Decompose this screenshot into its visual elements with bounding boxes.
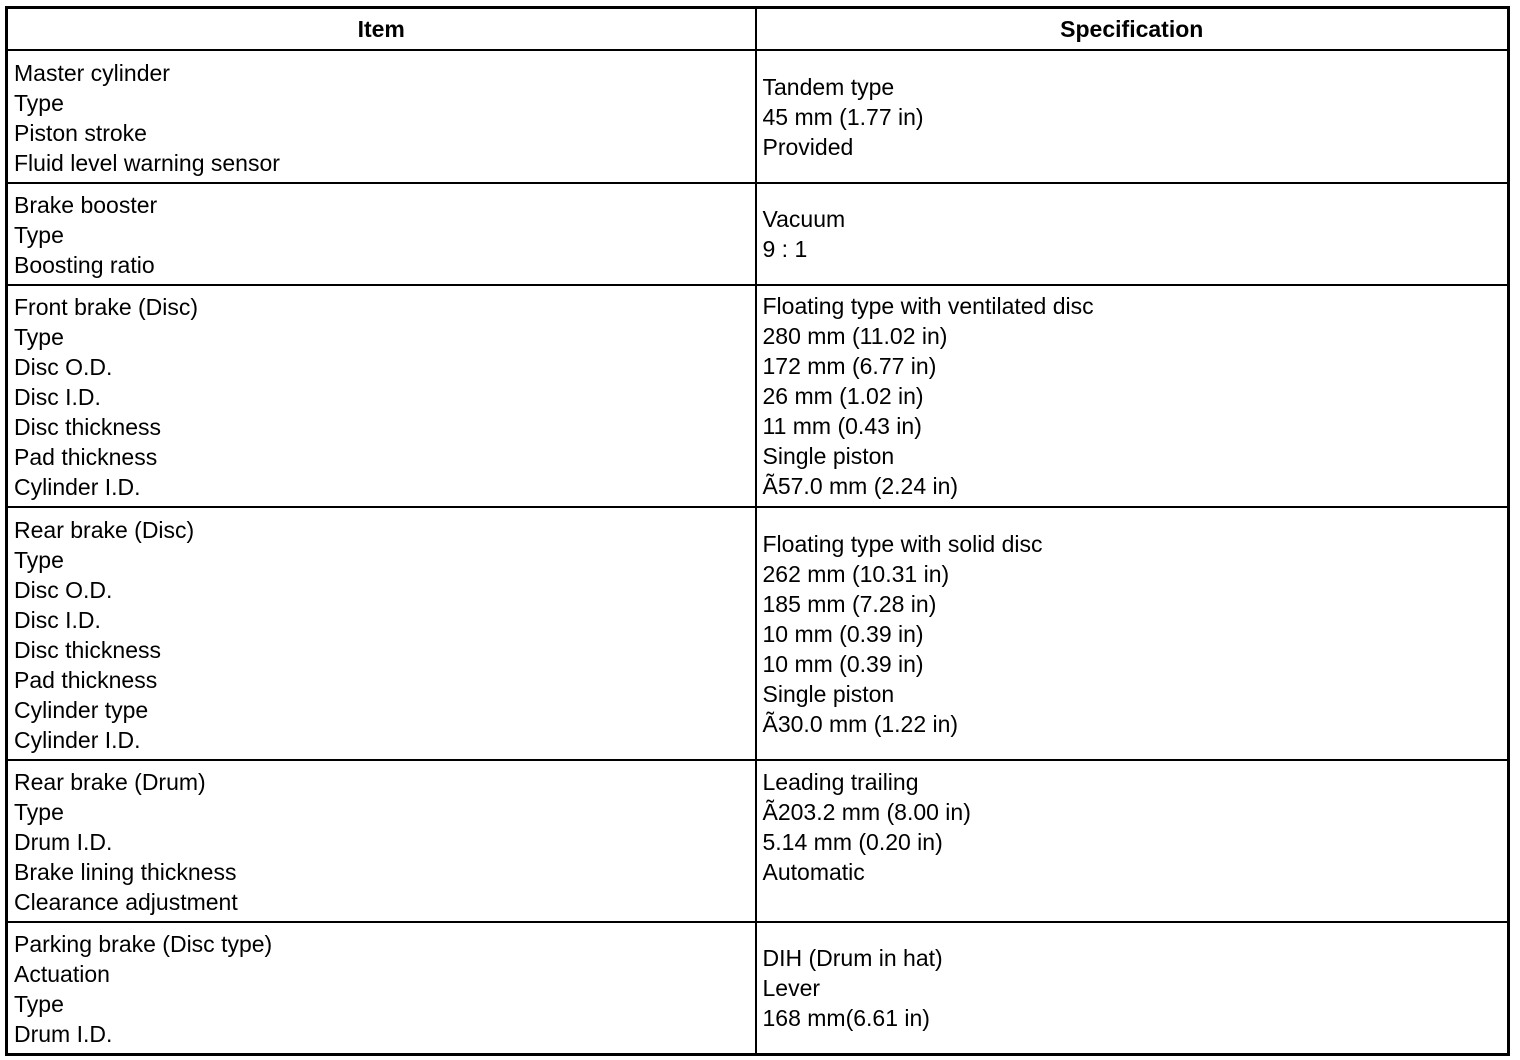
spec-line: 262 mm (10.31 in) <box>762 560 950 587</box>
item-line: Front brake (Disc) <box>14 294 199 320</box>
spec-line: 11 mm (0.43 in) <box>762 413 922 439</box>
item-line: Rear brake (Disc) <box>14 516 195 543</box>
spec-line: 5.14 mm (0.20 in) <box>762 829 943 855</box>
spec-cell <box>756 760 1509 922</box>
item-line: Drum I.D. <box>14 1021 113 1047</box>
item-line: Actuation <box>14 961 110 987</box>
item-line: Disc thickness <box>14 636 161 663</box>
spec-line: 280 mm (11.02 in) <box>762 323 948 349</box>
spec-line: Provided <box>762 133 854 160</box>
item-line: Clearance adjustment <box>14 889 238 915</box>
item-line: Disc I.D. <box>14 384 101 410</box>
item-line: Type <box>14 222 64 248</box>
item-line: Disc I.D. <box>14 606 101 633</box>
brake-spec-table <box>5 6 1510 1056</box>
item-line: Type <box>14 991 64 1017</box>
spec-line: 10 mm (0.39 in) <box>762 650 924 677</box>
spec-line: Ã203.2 mm (8.00 in) <box>762 799 971 825</box>
item-line: Pad thickness <box>14 444 158 470</box>
item-line: Parking brake (Disc type) <box>14 931 273 957</box>
spec-line: 185 mm (7.28 in) <box>762 590 937 617</box>
table-row <box>7 285 1509 507</box>
item-line: Disc O.D. <box>14 354 113 380</box>
header-specification: Specification <box>756 8 1509 51</box>
spec-line: Ã57.0 mm (2.24 in) <box>762 473 959 499</box>
item-cell <box>7 285 756 507</box>
table-row <box>7 50 1509 183</box>
item-line: Type <box>14 546 64 573</box>
item-line: Disc thickness <box>14 414 161 440</box>
item-line: Cylinder I.D. <box>14 474 141 500</box>
spec-cell <box>756 922 1509 1055</box>
item-line: Piston stroke <box>14 119 147 146</box>
item-line: Rear brake (Drum) <box>14 769 206 795</box>
item-line: Type <box>14 324 64 350</box>
table-row <box>7 760 1509 922</box>
item-line: Boosting ratio <box>14 252 155 278</box>
spec-line: Floating type with solid disc <box>762 530 1043 557</box>
header-row <box>7 8 1509 51</box>
table-row <box>7 922 1509 1055</box>
spec-line: 10 mm (0.39 in) <box>762 620 924 647</box>
item-line: Type <box>14 89 64 116</box>
item-line: Cylinder I.D. <box>14 726 141 753</box>
item-line: Drum I.D. <box>14 829 113 855</box>
spec-line: Automatic <box>762 859 865 885</box>
item-line: Cylinder type <box>14 696 149 723</box>
spec-cell <box>756 285 1509 507</box>
item-line: Fluid level warning sensor <box>14 149 280 176</box>
spec-line: 45 mm (1.77 in) <box>762 103 924 130</box>
item-cell <box>7 760 756 922</box>
spec-line: Tandem type <box>762 73 895 100</box>
item-line: Pad thickness <box>14 666 158 693</box>
item-line: Type <box>14 799 64 825</box>
spec-line: Single piston <box>762 680 895 707</box>
spec-cell <box>756 50 1509 183</box>
spec-line: Floating type with ventilated disc <box>762 293 1094 319</box>
item-cell <box>7 183 756 285</box>
table-row <box>7 183 1509 285</box>
spec-line: Single piston <box>762 443 895 469</box>
table-row <box>7 507 1509 760</box>
item-cell <box>7 507 756 760</box>
spec-cell <box>756 183 1509 285</box>
header-item: Item <box>7 8 756 51</box>
spec-line: Leading trailing <box>762 769 919 795</box>
spec-line: Vacuum <box>762 206 846 232</box>
item-cell <box>7 922 756 1055</box>
spec-line: 9 : 1 <box>762 236 808 262</box>
spec-line: 26 mm (1.02 in) <box>762 383 924 409</box>
item-line: Disc O.D. <box>14 576 113 603</box>
spec-line: Lever <box>762 975 821 1001</box>
spec-line: Ã30.0 mm (1.22 in) <box>762 710 959 737</box>
item-line: Brake booster <box>14 192 158 218</box>
spec-line: 172 mm (6.77 in) <box>762 353 937 379</box>
item-line: Brake lining thickness <box>14 859 237 885</box>
item-line: Master cylinder <box>14 59 170 86</box>
spec-cell <box>756 507 1509 760</box>
item-cell <box>7 50 756 183</box>
spec-line: 168 mm(6.61 in) <box>762 1005 930 1031</box>
spec-line: DIH (Drum in hat) <box>762 945 943 971</box>
